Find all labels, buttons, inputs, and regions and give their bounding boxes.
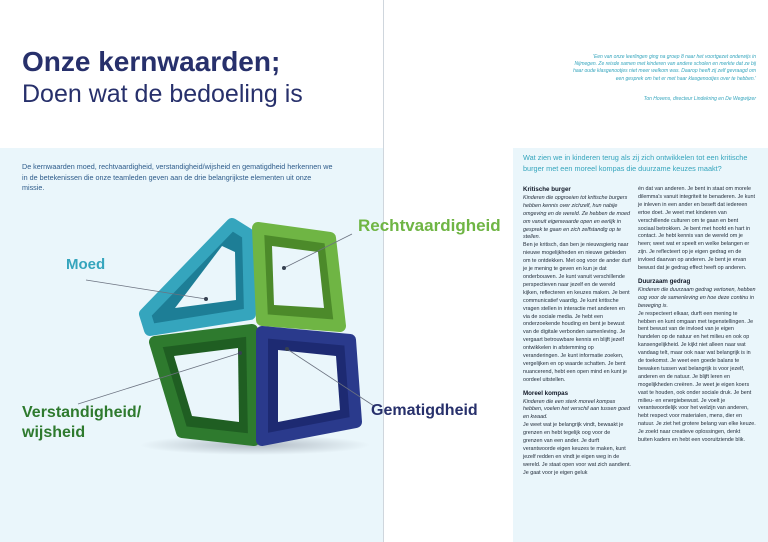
heading-moreel-kompas: Moreel kompas	[523, 389, 569, 397]
page-subtitle: Doen wat de bedoeling is	[22, 80, 303, 108]
label-moed: Moed	[66, 256, 106, 273]
text-column-left	[523, 186, 631, 483]
intro-kritische-burger: Kinderen die opgroeien tot kritische burgers hebben kennis over zichzelf, hun nabije omgeving en de wereld. Ze hebben de moed om vanuit eigenwaarde open en eerlijk in gesprek te gaan en zich zelfstandig op te stellen.	[523, 194, 630, 241]
label-rechtvaardigheid: Rechtvaardigheid	[358, 216, 501, 235]
label-gematigdheid: Gematigdheid	[371, 402, 478, 419]
body-duurzaam-gedrag: Je respecteert elkaar, durft een mening te hebben en kunt omgaan met tegenstellingen. Je bent bewust van de invloed van je eigen handelen op de natuur en het milieu en ook op kansengelijkheid. Je kijkt niet alleen naar wat vandaag telt, maar ook naar wat belangrijk is in de toekomst. Je weet een goede balans te bewaken tussen wat belangrijk is voor jezelf, anderen en de natuur. Je blijft leren en mogelijkheden creëren. Je weet je eigen koers vast te houden, ook onder sociale druk. Je bent milieu- en energiebewust. Je voelt je verantwoordelijk voor het welzijn van anderen, hebt respect voor materialen, mens, dier en natuur. Je ziet het grotere belang van elke keuze. Je zoekt naar creatieve oplossingen, denkt buiten kaders en hebt een vooruitziende blik.	[638, 310, 756, 444]
section-moreel-kompas-cont	[638, 186, 756, 273]
heading-duurzaam-gedrag: Duurzaam gedrag	[638, 277, 691, 285]
body-moreel-kompas: Je weet wat je belangrijk vindt, bewaakt je grenzen en hebt tegelijk oog voor de grenzen van een ander. Je durft verantwoorde eigen keuzes te maken, kunt jezelf redden en vindt je eigen weg in de wereld. Je staat open voor wat zich aandient. Je gaat voor je eigen geluk	[523, 422, 631, 476]
label-wijsheid: wijsheid	[22, 424, 86, 441]
heading-kritische-burger: Kritische burger	[523, 186, 571, 193]
section-moreel-kompas	[523, 390, 631, 478]
rechtvaardigheid-shape	[258, 228, 340, 326]
intro-paragraph: De kernwaarden moed, rechtvaardigheid, verstandigheid/wijsheid en gematigdheid herkennen we in de betekenissen die onze teamleden geven aan de drie belangrijkste elementen uit onze missie.	[22, 162, 333, 192]
text-column-right	[638, 186, 756, 450]
moed-shape	[145, 224, 250, 330]
label-verstandigheid: Verstandigheid/	[22, 404, 142, 421]
section-question: Wat zien we in kinderen terug als zij zich ontwikkelen tot een kritische burger met een moreel kompas die duurzame keuzes maakt?	[523, 153, 748, 173]
verstandigheid-shape	[155, 330, 254, 440]
gematigdheid-shape	[262, 332, 356, 440]
page-title: Onze kernwaarden;	[22, 46, 281, 77]
pull-quote: 'Een van onze leerlingen ging na groep 8 naar het voortgezet onderwijs in Nijmegen. Ze reisde samen met kinderen van andere scholen en merkte dat ze bij haar oude klasgenootjes niet meer welkom was. Daarop heeft zij zelf gevraagd om een gesprek om het er met haar klasgenootjes over te hebben.'	[573, 54, 756, 82]
page-gutter	[383, 0, 384, 542]
quote-author: Ton Hovens, directeur Lindekring en De Wegwijzer	[643, 96, 756, 102]
intro-duurzaam-gedrag: Kinderen die duurzaam gedrag vertonen, hebben oog voor de samenleving en hoe deze continu in beweging is.	[638, 286, 756, 309]
section-duurzaam-gedrag	[638, 278, 756, 445]
section-kritische-burger	[523, 186, 631, 385]
body-kritische-burger: Ben je kritisch, dan ben je nieuwsgierig naar nieuwe mogelijkheden en nieuwe gebieden om te ontdekken. Met oog voor de ander durf je je mening te geven en kun je dat onderbouwen. Je kunt vanuit verschillende perspectieven naar jezelf en de wereld kijken, reflecteren en keuzes maken. Je bent communicatief vaardig. Je kunt kritische vragen stellen in interactie met anderen en via de sociale media. Je hebt een onderzoekende houding en bent je bewust van de digitale verbonden samenleving. Je vergaart betrouwbare kennis en blijft jezelf ontwikkelen in afstemming op veranderingen. Je kunt informatie zoeken, vergelijken en op waarde schatten. Je bent nuancerend, hebt een open mind en kunt je oordeel uitstellen.	[523, 242, 631, 383]
intro-moreel-kompas: Kinderen die een sterk moreel kompas hebben, voelen het verschil aan tussen goed en kwaad.	[523, 398, 630, 421]
body-moreel-kompas-continued: én dat van anderen. Je bent in staat om morele dilemma's vanuit integriteit te benaderen. Je kunt je inleven in een ander en beseft dat iedereen ertoe doet. Je weet met kinderen van verschillende culturen om te gaan en bent sociaal betrokken. Je bent met hoofd en hart in contact. Je hebt kennis van de wereld om je heen; weet wat er speelt en welke belangen er zijn. Je reflecteert op je eigen gedrag en de invloed daarvan op anderen. Je bent je ervan bewust dat je gedrag effect heeft op anderen.	[638, 186, 755, 272]
